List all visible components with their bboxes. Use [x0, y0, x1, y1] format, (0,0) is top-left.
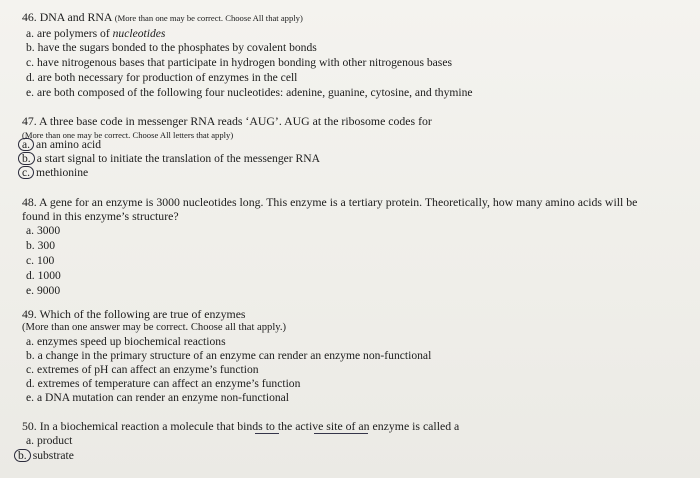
- q48-option-b-letter: b.: [26, 239, 35, 252]
- q46-option-b-letter: b.: [26, 41, 35, 54]
- q47-option-c-text: methionine: [36, 166, 89, 179]
- q50-option-b-circle: b.: [14, 449, 31, 462]
- q46-option-e-text: are both composed of the following four nucleotides: adenine, guanine, cytosine, and thymine: [36, 86, 473, 99]
- q48-option-b-text: 300: [37, 239, 55, 252]
- q49-option-a-text: enzymes speed up biochemical reactions: [36, 335, 226, 348]
- q46-option-a-italic: nucleotides: [112, 27, 166, 40]
- q48-option-c-text: 100: [36, 254, 55, 267]
- q48-stem-line1: 48. A gene for an enzyme is 3000 nucleotides long. This enzyme is a tertiary protein. Theoretically, how many amino acids will be: [22, 195, 638, 209]
- q50-option-a: [26, 434, 72, 448]
- q46-option-a-text: are polymers of: [36, 27, 113, 40]
- q50-option-b: [14, 449, 74, 463]
- q48-option-e-text: 9000: [36, 284, 61, 297]
- q47-option-c-circle: c.: [18, 166, 34, 179]
- q46-note: (More than one may be correct. Choose All that apply): [114, 13, 303, 23]
- q48-option-a-letter: a.: [26, 224, 35, 237]
- q49-option-d-text: extremes of temperature can affect an enzyme’s function: [37, 377, 301, 390]
- q49-option-b-letter: b.: [26, 349, 35, 362]
- q47-option-a-circle: a.: [18, 138, 34, 151]
- q49-option-c-letter: c.: [26, 363, 35, 376]
- q46-option-c-text: have nitrogenous bases that participate in hydrogen bonding with other nitrogenous bases: [36, 56, 452, 69]
- q48-option-d-text: 1000: [37, 269, 61, 282]
- q48-option-e: [26, 284, 60, 298]
- q47-option-a: [18, 138, 101, 152]
- q47-option-b-circle: b.: [18, 152, 35, 165]
- q46-option-d-letter: d.: [26, 71, 35, 84]
- q49-option-d-letter: d.: [26, 377, 35, 390]
- q48-option-a: [26, 224, 60, 238]
- q48-stem-line2: found in this enzyme’s structure?: [22, 209, 179, 223]
- q49-option-c: [26, 363, 259, 377]
- q50-option-a-letter: a.: [26, 434, 35, 447]
- q46-stem: [22, 10, 303, 25]
- q47-option-c: [18, 166, 88, 180]
- q48-option-c-letter: c.: [26, 254, 35, 267]
- q47-option-b: [18, 152, 320, 166]
- q47-option-b-text: a start signal to initiate the translation of the messenger RNA: [36, 152, 321, 165]
- q46-option-e: [26, 86, 473, 100]
- q48-option-a-text: 3000: [36, 224, 61, 237]
- q48-option-d: [26, 269, 61, 283]
- q50-option-a-text: product: [36, 434, 73, 447]
- q48-option-e-letter: e.: [26, 284, 35, 297]
- q47-stem: 47. A three base code in messenger RNA reads ‘AUG’. AUG at the ribosome codes for: [22, 114, 432, 128]
- q49-option-b-text: a change in the primary structure of an enzyme can render an enzyme non-functional: [37, 349, 432, 362]
- q50-stem: 50. In a biochemical reaction a molecule that binds to the active site of an enzyme is called a: [22, 419, 460, 433]
- active-site-underline-mark: [314, 433, 368, 434]
- q46-option-e-letter: e.: [26, 86, 35, 99]
- q46-option-c-letter: c.: [26, 56, 35, 69]
- q49-option-e: [26, 391, 289, 405]
- binds-underline-mark: [255, 433, 279, 434]
- q49-note: (More than one answer may be correct. Choose all that apply.): [22, 322, 287, 333]
- q46-option-b-text: have the sugars bonded to the phosphates by covalent bonds: [37, 41, 317, 54]
- q46-option-d-text: are both necessary for production of enzymes in the cell: [37, 71, 298, 84]
- q46-option-a: [26, 27, 165, 41]
- q49-option-a: [26, 335, 226, 349]
- q49-option-c-text: extremes of pH can affect an enzyme’s function: [36, 363, 259, 376]
- q47-option-a-text: an amino acid: [36, 138, 102, 151]
- q49-option-d: [26, 377, 300, 391]
- q47-note: (More than one may be correct. Choose All letters that apply): [22, 130, 234, 140]
- q48-option-d-letter: d.: [26, 269, 35, 282]
- q49-stem: 49. Which of the following are true of enzymes: [22, 307, 246, 321]
- q46-option-d: [26, 71, 297, 85]
- q49-option-b: [26, 349, 431, 363]
- q48-option-c: [26, 254, 54, 268]
- q49-option-a-letter: a.: [26, 335, 35, 348]
- q46-option-b: [26, 41, 317, 55]
- q49-option-e-text: a DNA mutation can render an enzyme non-functional: [36, 391, 290, 404]
- q46-stem-text: 46. DNA and RNA: [22, 10, 115, 24]
- q46-option-c: [26, 56, 452, 70]
- q46-option-a-letter: a.: [26, 27, 35, 40]
- q50-option-b-text: substrate: [32, 449, 74, 462]
- q49-option-e-letter: e.: [26, 391, 35, 404]
- q48-option-b: [26, 239, 55, 253]
